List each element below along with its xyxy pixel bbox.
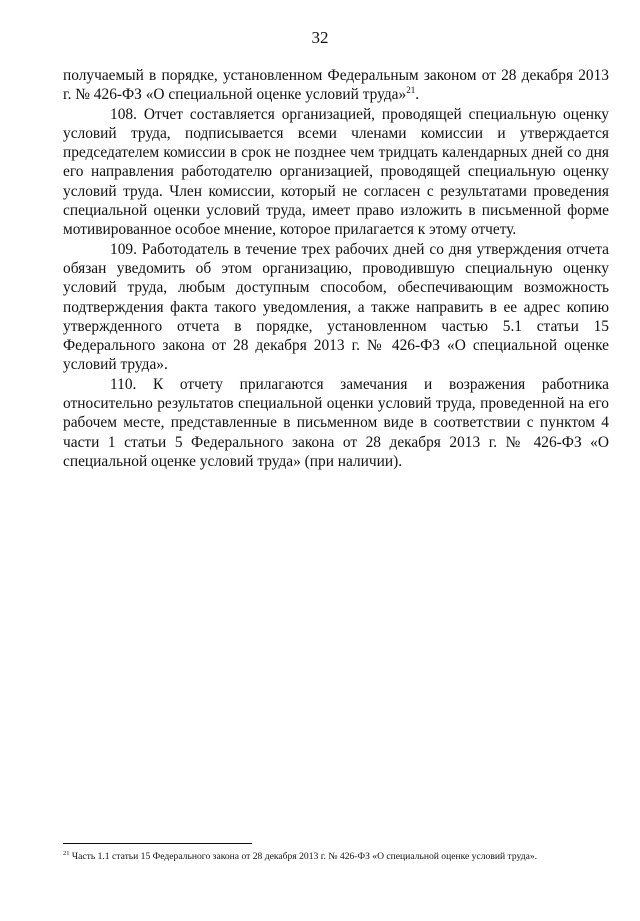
paragraph-109: 109. Работодатель в течение трех рабочих дней со дня утверждения отчета обязан уведомить об этом организацию, проводившую специальную оценку условий труда, любым доступным способом, обеспечивающим возможность подтверждения факта такого уведомления, а также направить в ее адрес копию утвержденного отчета в порядке, установленном частью 5.1 статьи 15 Федерального закона от 28 декабря 2013 г. № 426-ФЗ «О специальной оценке условий труда». (63, 240, 609, 374)
footnote (63, 851, 609, 863)
paragraph-continuation-text: получаемый в порядке, установленном Федеральным законом от 28 декабря 2013 г. № 426-ФЗ «О специальной оценке условий труда» (63, 67, 609, 104)
footnote-marker: 21 (63, 850, 70, 857)
page-number: 32 (311, 28, 329, 47)
footnote-reference: 21 (406, 85, 416, 96)
footnote-separator (63, 843, 252, 844)
document-body (63, 66, 609, 471)
paragraph-108: 108. Отчет составляется организацией, проводящей специальную оценку условий труда, подписывается всеми членами комиссии и утверждается председателем комиссии в срок не позднее чем тридцать календарных дней со дня его направления работодателю организацией, проводящей специальную оценку условий труда. Член комиссии, который не согласен с результатами проведения специальной оценки условий труда, имеет право изложить в письменной форме мотивированное особое мнение, которое прилагается к этому отчету. (63, 105, 609, 239)
paragraph-continuation-end: . (415, 86, 420, 104)
paragraph-110: 110. К отчету прилагаются замечания и возражения работника относительно результатов специальной оценки условий труда, проведенной на его рабочем месте, представленные в письменном виде в соответствии с пунктом 4 части 1 статьи 5 Федерального закона от 28 декабря 2013 г. № 426-ФЗ «О специальной оценке условий труда» (при наличии). (63, 375, 609, 470)
paragraph-continuation (63, 66, 609, 105)
footnote-text: Часть 1.1 статьи 15 Федерального закона от 28 декабря 2013 г. № 426-ФЗ «О специальной оценке условий труда». (69, 851, 538, 862)
